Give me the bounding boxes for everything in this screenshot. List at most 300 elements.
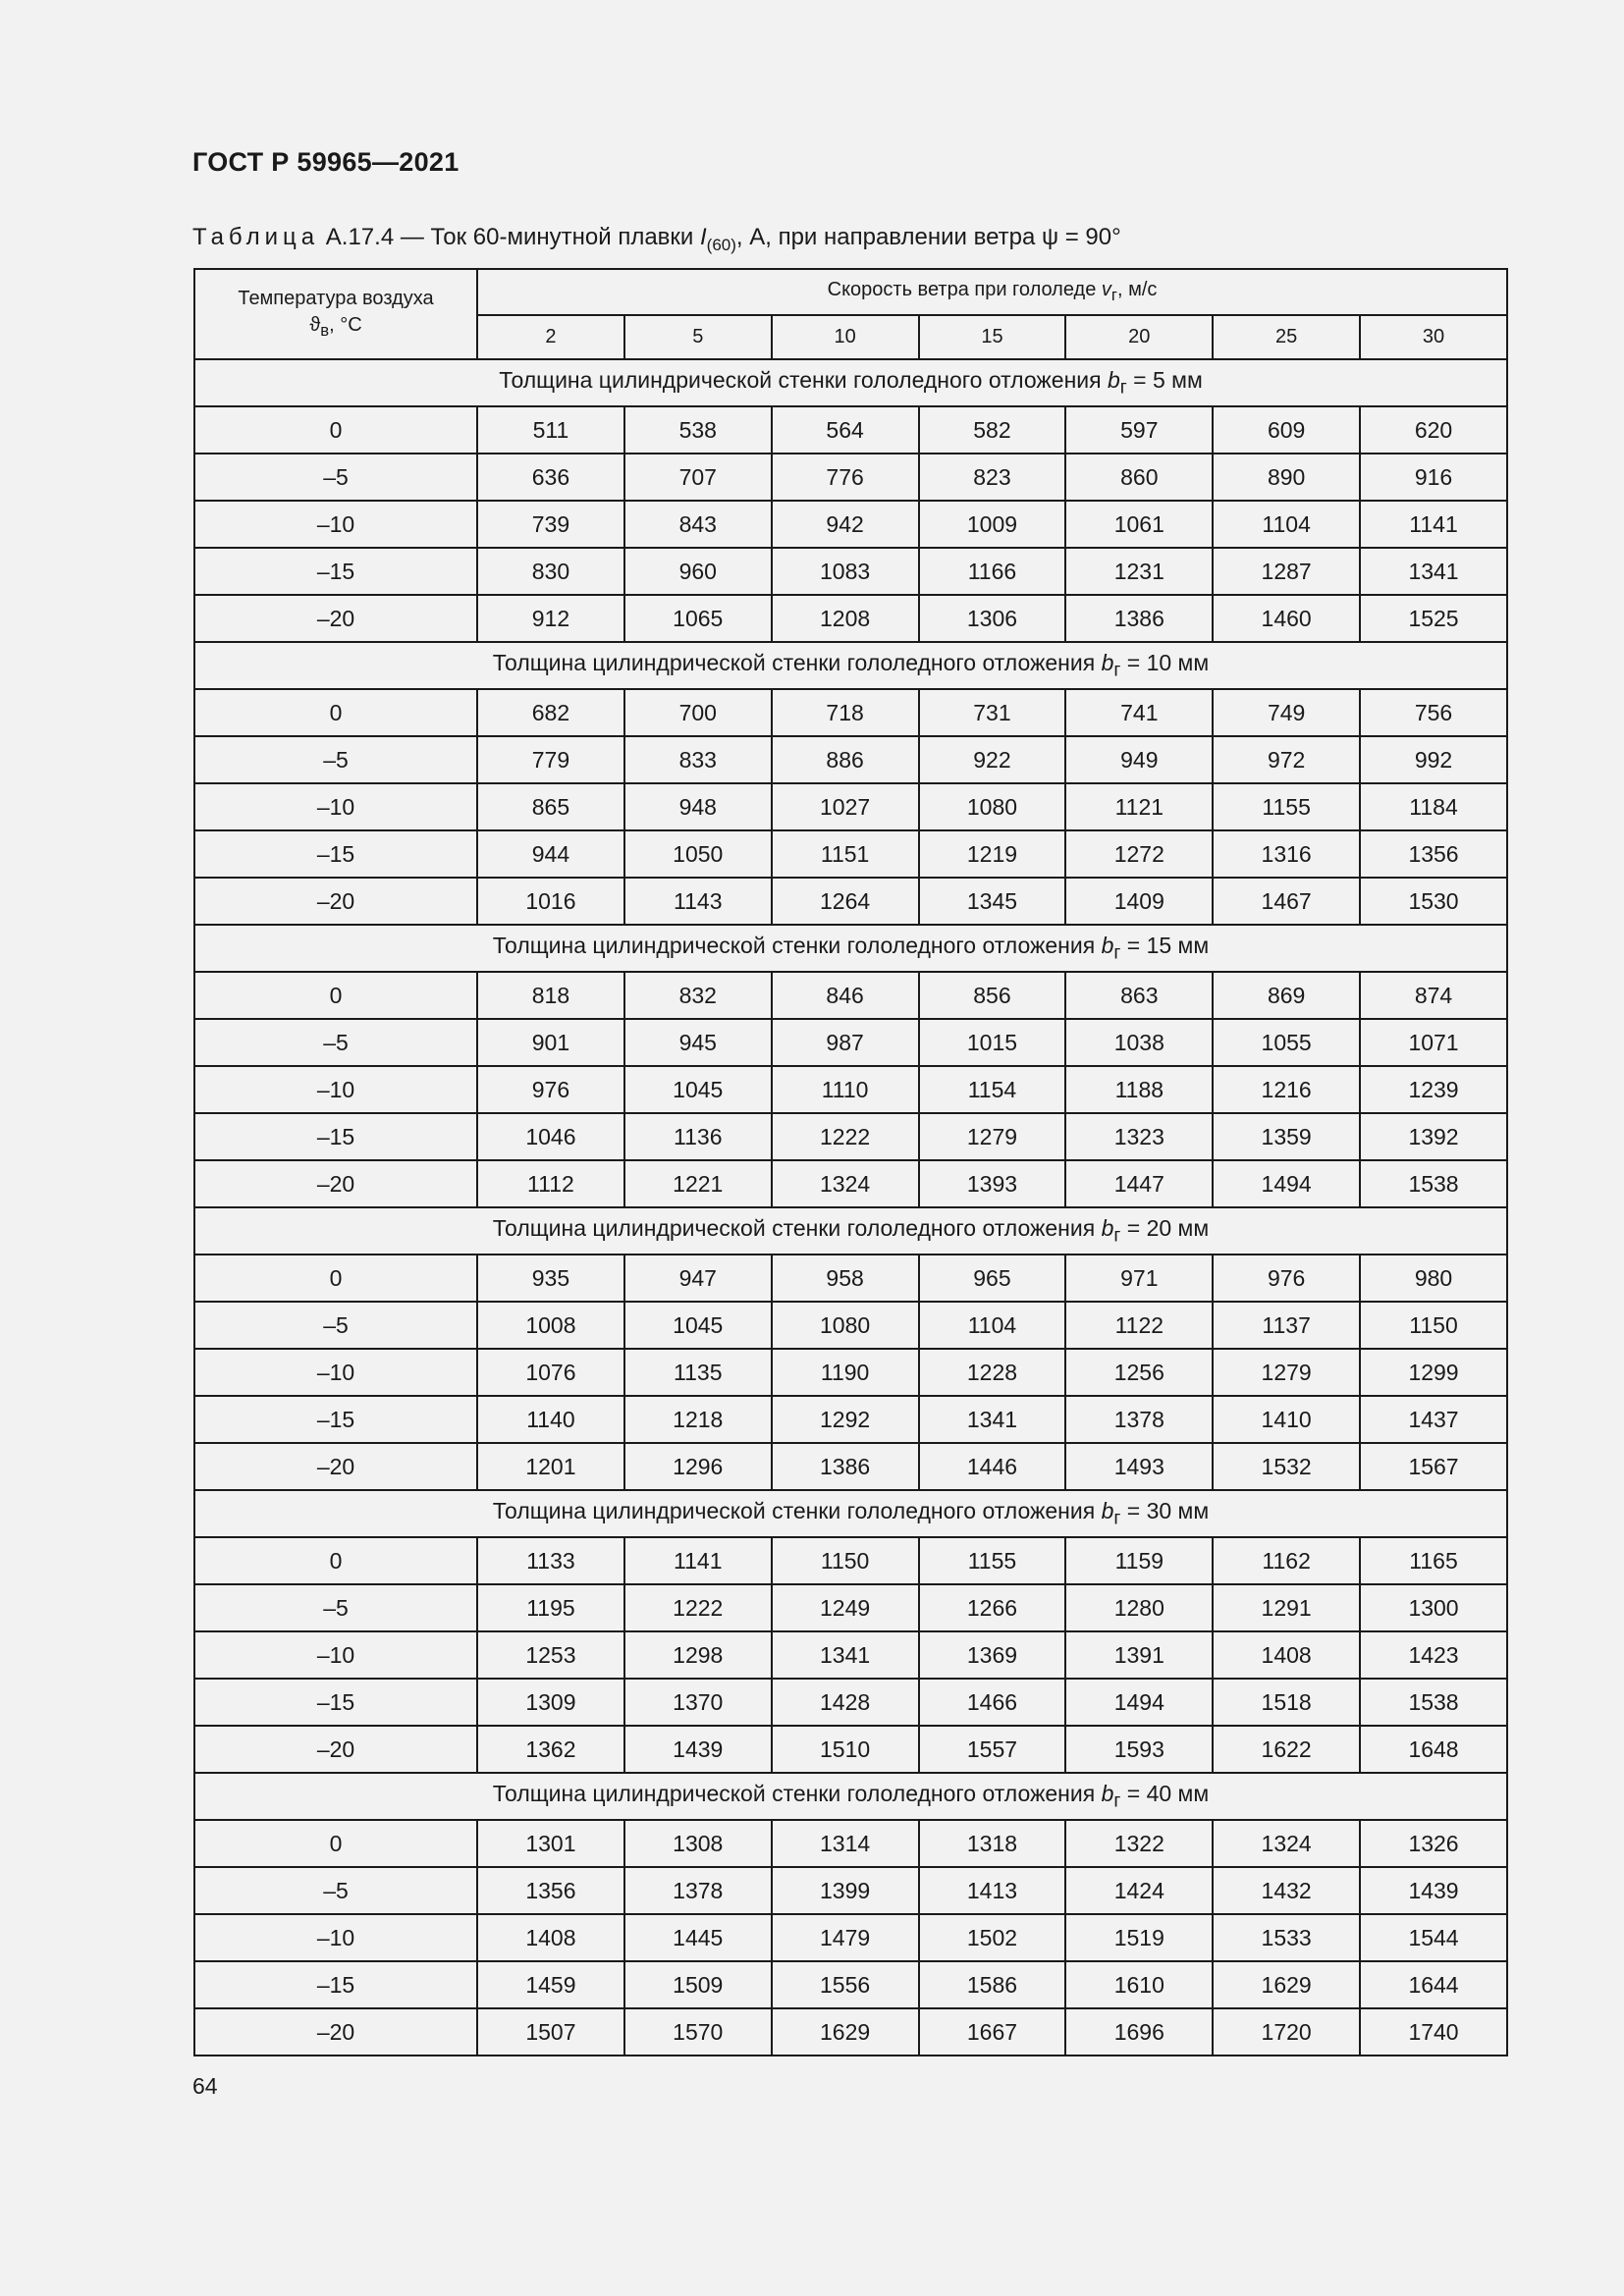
current-value-cell: 1046 — [477, 1113, 624, 1160]
current-value-cell: 1567 — [1360, 1443, 1507, 1490]
current-value-cell: 1341 — [772, 1631, 919, 1679]
temperature-header-label: Температура воздуха — [238, 287, 434, 309]
current-value-cell: 741 — [1065, 689, 1213, 736]
table-row — [194, 1396, 1507, 1443]
wind-speed-column-header: 30 — [1360, 315, 1507, 359]
current-value-cell: 1345 — [919, 878, 1066, 925]
temperature-cell: –15 — [194, 548, 477, 595]
thickness-symbol-subscript: г — [1113, 1225, 1121, 1247]
current-value-cell: 1291 — [1213, 1584, 1360, 1631]
current-value-cell: 1292 — [772, 1396, 919, 1443]
current-value-cell: 1494 — [1065, 1679, 1213, 1726]
current-value-cell: 779 — [477, 736, 624, 783]
table-row — [194, 1066, 1507, 1113]
current-value-cell: 1287 — [1213, 548, 1360, 595]
current-value-cell: 1510 — [772, 1726, 919, 1773]
current-value-cell: 1459 — [477, 1961, 624, 2008]
current-value-cell: 582 — [919, 406, 1066, 454]
current-value-cell: 976 — [477, 1066, 624, 1113]
current-value-cell: 1009 — [919, 501, 1066, 548]
current-value-cell: 1593 — [1065, 1726, 1213, 1773]
table-row — [194, 595, 1507, 642]
current-value-cell: 1038 — [1065, 1019, 1213, 1066]
table-row — [194, 1820, 1507, 1867]
current-value-cell: 942 — [772, 501, 919, 548]
current-value-cell: 707 — [624, 454, 772, 501]
current-value-cell: 1629 — [1213, 1961, 1360, 2008]
current-value-cell: 1137 — [1213, 1302, 1360, 1349]
section-row — [194, 642, 1507, 689]
current-value-cell: 1296 — [624, 1443, 772, 1490]
temperature-cell: –5 — [194, 454, 477, 501]
current-value-cell: 1188 — [1065, 1066, 1213, 1113]
current-value-cell: 1280 — [1065, 1584, 1213, 1631]
current-value-cell: 1154 — [919, 1066, 1066, 1113]
current-value-cell: 1629 — [772, 2008, 919, 2056]
thickness-symbol-subscript: г — [1113, 1508, 1121, 1529]
current-value-cell: 1264 — [772, 878, 919, 925]
current-value-cell: 1208 — [772, 595, 919, 642]
section-label: Толщина цилиндрической стенки гололедного отложения — [492, 1780, 1102, 1806]
current-value-cell: 1323 — [1065, 1113, 1213, 1160]
current-value-cell: 1015 — [919, 1019, 1066, 1066]
current-value-cell: 1696 — [1065, 2008, 1213, 2056]
thickness-symbol: b — [1101, 932, 1114, 958]
current-value-cell: 597 — [1065, 406, 1213, 454]
table-row — [194, 1113, 1507, 1160]
current-value-cell: 1423 — [1360, 1631, 1507, 1679]
wind-speed-unit: , м/с — [1116, 279, 1158, 300]
current-value-cell: 1083 — [772, 548, 919, 595]
current-value-cell: 1356 — [477, 1867, 624, 1914]
current-value-cell: 1266 — [919, 1584, 1066, 1631]
thickness-symbol: b — [1101, 1214, 1114, 1241]
table-row — [194, 1019, 1507, 1066]
current-value-cell: 1410 — [1213, 1396, 1360, 1443]
current-value-cell: 776 — [772, 454, 919, 501]
current-value-cell: 1279 — [919, 1113, 1066, 1160]
table-row — [194, 972, 1507, 1019]
current-value-cell: 1314 — [772, 1820, 919, 1867]
current-value-cell: 1104 — [919, 1302, 1066, 1349]
current-value-cell: 945 — [624, 1019, 772, 1066]
table-row — [194, 2008, 1507, 2056]
temperature-cell: –5 — [194, 1867, 477, 1914]
table-row — [194, 689, 1507, 736]
section-label: Толщина цилиндрической стенки гололедного отложения — [492, 932, 1102, 958]
current-value-cell: 1466 — [919, 1679, 1066, 1726]
current-value-cell: 1050 — [624, 830, 772, 878]
current-value-cell: 1502 — [919, 1914, 1066, 1961]
temperature-cell: –20 — [194, 1726, 477, 1773]
current-value-cell: 1133 — [477, 1537, 624, 1584]
current-value-cell: 1378 — [1065, 1396, 1213, 1443]
current-value-cell: 1493 — [1065, 1443, 1213, 1490]
current-value-cell: 1162 — [1213, 1537, 1360, 1584]
current-value-cell: 1316 — [1213, 830, 1360, 878]
section-title — [194, 1490, 1507, 1537]
current-value-cell: 1080 — [919, 783, 1066, 830]
temperature-cell: –20 — [194, 1160, 477, 1207]
thickness-value: = 5 мм — [1126, 366, 1203, 393]
current-value-cell: 1151 — [772, 830, 919, 878]
caption-text-after: , А, при направлении ветра ψ = 90° — [735, 224, 1121, 250]
table-row — [194, 1961, 1507, 2008]
caption-variable-subscript: (60) — [706, 235, 736, 254]
current-value-cell: 749 — [1213, 689, 1360, 736]
thickness-value: = 15 мм — [1120, 932, 1210, 958]
current-value-cell: 620 — [1360, 406, 1507, 454]
temperature-cell: 0 — [194, 972, 477, 1019]
wind-speed-column-header: 20 — [1065, 315, 1213, 359]
temperature-cell: 0 — [194, 1255, 477, 1302]
current-value-cell: 1460 — [1213, 595, 1360, 642]
current-value-cell: 1065 — [624, 595, 772, 642]
temperature-cell: –15 — [194, 1113, 477, 1160]
current-value-cell: 1391 — [1065, 1631, 1213, 1679]
table-body — [194, 359, 1507, 2056]
section-label: Толщина цилиндрической стенки гололедного отложения — [492, 1214, 1102, 1241]
current-value-cell: 564 — [772, 406, 919, 454]
current-value-cell: 1249 — [772, 1584, 919, 1631]
current-value-cell: 1370 — [624, 1679, 772, 1726]
current-value-cell: 960 — [624, 548, 772, 595]
current-value-cell: 1446 — [919, 1443, 1066, 1490]
temperature-cell: –5 — [194, 1302, 477, 1349]
current-value-cell: 1122 — [1065, 1302, 1213, 1349]
page-number: 64 — [192, 2073, 218, 2099]
current-value-cell: 1341 — [919, 1396, 1066, 1443]
thickness-value: = 40 мм — [1120, 1780, 1210, 1806]
current-value-cell: 1159 — [1065, 1537, 1213, 1584]
current-value-cell: 860 — [1065, 454, 1213, 501]
wind-speed-column-header: 15 — [919, 315, 1066, 359]
current-value-cell: 1272 — [1065, 830, 1213, 878]
temperature-cell: –15 — [194, 830, 477, 878]
current-value-cell: 922 — [919, 736, 1066, 783]
temperature-cell: –15 — [194, 1396, 477, 1443]
current-value-cell: 1432 — [1213, 1867, 1360, 1914]
current-value-cell: 1408 — [477, 1914, 624, 1961]
current-value-cell: 1648 — [1360, 1726, 1507, 1773]
current-value-cell: 1544 — [1360, 1914, 1507, 1961]
section-label: Толщина цилиндрической стенки гололедного отложения — [492, 649, 1102, 675]
temperature-cell: –10 — [194, 1631, 477, 1679]
current-value-cell: 718 — [772, 689, 919, 736]
current-value-cell: 1740 — [1360, 2008, 1507, 2056]
current-value-cell: 830 — [477, 548, 624, 595]
table-row — [194, 736, 1507, 783]
current-value-cell: 1121 — [1065, 783, 1213, 830]
current-value-cell: 1045 — [624, 1066, 772, 1113]
temperature-cell: –10 — [194, 1914, 477, 1961]
wind-speed-symbol: v — [1101, 279, 1111, 300]
current-value-cell: 1341 — [1360, 548, 1507, 595]
current-value-cell: 987 — [772, 1019, 919, 1066]
current-value-cell: 1228 — [919, 1349, 1066, 1396]
table-row — [194, 406, 1507, 454]
current-value-cell: 865 — [477, 783, 624, 830]
temperature-cell: –20 — [194, 2008, 477, 2056]
current-value-cell: 1218 — [624, 1396, 772, 1443]
current-value-cell: 1622 — [1213, 1726, 1360, 1773]
section-row — [194, 1207, 1507, 1255]
current-value-cell: 886 — [772, 736, 919, 783]
current-value-cell: 1195 — [477, 1584, 624, 1631]
current-value-cell: 1439 — [1360, 1867, 1507, 1914]
current-value-cell: 1556 — [772, 1961, 919, 2008]
document-header: ГОСТ Р 59965—2021 — [192, 147, 460, 177]
thickness-value: = 30 мм — [1120, 1497, 1210, 1523]
table-row — [194, 1160, 1507, 1207]
current-value-cell: 1155 — [1213, 783, 1360, 830]
current-value-cell: 1359 — [1213, 1113, 1360, 1160]
current-value-cell: 1538 — [1360, 1160, 1507, 1207]
current-value-cell: 1445 — [624, 1914, 772, 1961]
current-value-cell: 916 — [1360, 454, 1507, 501]
wind-speed-column-header: 25 — [1213, 315, 1360, 359]
wind-speed-symbol-subscript: г — [1110, 286, 1117, 304]
current-value-cell: 935 — [477, 1255, 624, 1302]
current-value-cell: 1447 — [1065, 1160, 1213, 1207]
current-value-cell: 863 — [1065, 972, 1213, 1019]
current-value-cell: 1509 — [624, 1961, 772, 2008]
temperature-header — [194, 269, 477, 359]
table-row — [194, 1443, 1507, 1490]
current-value-cell: 1080 — [772, 1302, 919, 1349]
current-value-cell: 1570 — [624, 2008, 772, 2056]
current-value-cell: 901 — [477, 1019, 624, 1066]
current-value-cell: 1140 — [477, 1396, 624, 1443]
current-value-cell: 1519 — [1065, 1914, 1213, 1961]
caption-text-before: А.17.4 — Ток 60-минутной плавки — [319, 224, 700, 250]
section-title — [194, 642, 1507, 689]
current-value-cell: 1428 — [772, 1679, 919, 1726]
section-row — [194, 925, 1507, 972]
current-value-cell: 538 — [624, 406, 772, 454]
thickness-symbol-subscript: г — [1119, 377, 1127, 399]
current-value-cell: 874 — [1360, 972, 1507, 1019]
current-value-cell: 1362 — [477, 1726, 624, 1773]
current-value-cell: 912 — [477, 595, 624, 642]
current-value-cell: 1166 — [919, 548, 1066, 595]
section-title — [194, 1207, 1507, 1255]
current-value-cell: 869 — [1213, 972, 1360, 1019]
current-value-cell: 856 — [919, 972, 1066, 1019]
current-value-cell: 511 — [477, 406, 624, 454]
current-value-cell: 1136 — [624, 1113, 772, 1160]
temperature-symbol: ϑ — [309, 313, 321, 336]
current-value-cell: 1008 — [477, 1302, 624, 1349]
current-value-cell: 1061 — [1065, 501, 1213, 548]
temperature-cell: –20 — [194, 595, 477, 642]
current-value-cell: 846 — [772, 972, 919, 1019]
current-value-cell: 1135 — [624, 1349, 772, 1396]
current-value-cell: 1356 — [1360, 830, 1507, 878]
table-caption — [192, 224, 1121, 255]
table-row — [194, 1584, 1507, 1631]
temperature-cell: –20 — [194, 1443, 477, 1490]
current-value-cell: 1141 — [624, 1537, 772, 1584]
thickness-symbol-subscript: г — [1113, 942, 1121, 964]
current-value-cell: 1216 — [1213, 1066, 1360, 1113]
current-value-cell: 832 — [624, 972, 772, 1019]
current-value-cell: 1408 — [1213, 1631, 1360, 1679]
thickness-symbol: b — [1101, 649, 1114, 675]
temperature-symbol-subscript: в — [320, 320, 330, 340]
current-value-cell: 1324 — [1213, 1820, 1360, 1867]
section-title — [194, 1773, 1507, 1820]
temperature-cell: –5 — [194, 736, 477, 783]
current-value-cell: 636 — [477, 454, 624, 501]
current-value-cell: 731 — [919, 689, 1066, 736]
temperature-cell: –10 — [194, 1066, 477, 1113]
section-row — [194, 1773, 1507, 1820]
current-value-cell: 1027 — [772, 783, 919, 830]
table-row — [194, 1255, 1507, 1302]
current-value-cell: 1644 — [1360, 1961, 1507, 2008]
temperature-cell: 0 — [194, 406, 477, 454]
current-value-cell: 1393 — [919, 1160, 1066, 1207]
current-value-cell: 1507 — [477, 2008, 624, 2056]
current-value-cell: 1071 — [1360, 1019, 1507, 1066]
wind-speed-column-header: 5 — [624, 315, 772, 359]
current-value-cell: 1222 — [772, 1113, 919, 1160]
current-value-cell: 947 — [624, 1255, 772, 1302]
table-row — [194, 548, 1507, 595]
current-value-cell: 700 — [624, 689, 772, 736]
current-table — [193, 268, 1508, 2056]
thickness-symbol-subscript: г — [1113, 1790, 1121, 1812]
current-value-cell: 1306 — [919, 595, 1066, 642]
current-value-cell: 1190 — [772, 1349, 919, 1396]
section-label: Толщина цилиндрической стенки гололедного отложения — [492, 1497, 1102, 1523]
current-value-cell: 1076 — [477, 1349, 624, 1396]
current-value-cell: 1201 — [477, 1443, 624, 1490]
current-value-cell: 1112 — [477, 1160, 624, 1207]
current-value-cell: 1424 — [1065, 1867, 1213, 1914]
current-value-cell: 609 — [1213, 406, 1360, 454]
current-value-cell: 971 — [1065, 1255, 1213, 1302]
current-value-cell: 1538 — [1360, 1679, 1507, 1726]
current-value-cell: 1437 — [1360, 1396, 1507, 1443]
section-row — [194, 1490, 1507, 1537]
current-value-cell: 1386 — [1065, 595, 1213, 642]
temperature-cell: –15 — [194, 1961, 477, 2008]
current-value-cell: 1557 — [919, 1726, 1066, 1773]
temperature-cell: –10 — [194, 501, 477, 548]
current-value-cell: 1279 — [1213, 1349, 1360, 1396]
table-row — [194, 1914, 1507, 1961]
section-row — [194, 359, 1507, 406]
temperature-cell: 0 — [194, 1537, 477, 1584]
temperature-cell: –10 — [194, 1349, 477, 1396]
table-row — [194, 878, 1507, 925]
current-value-cell: 890 — [1213, 454, 1360, 501]
current-value-cell: 1530 — [1360, 878, 1507, 925]
table-row — [194, 1679, 1507, 1726]
current-value-cell: 1110 — [772, 1066, 919, 1113]
current-value-cell: 1525 — [1360, 595, 1507, 642]
wind-speed-label: Скорость ветра при гололеде — [827, 279, 1102, 300]
current-value-cell: 976 — [1213, 1255, 1360, 1302]
table-row — [194, 1631, 1507, 1679]
table-row — [194, 501, 1507, 548]
current-value-cell: 1720 — [1213, 2008, 1360, 2056]
current-value-cell: 1378 — [624, 1867, 772, 1914]
current-value-cell: 1143 — [624, 878, 772, 925]
current-value-cell: 1222 — [624, 1584, 772, 1631]
current-value-cell: 1322 — [1065, 1820, 1213, 1867]
current-value-cell: 756 — [1360, 689, 1507, 736]
section-title — [194, 925, 1507, 972]
current-value-cell: 1239 — [1360, 1066, 1507, 1113]
current-value-cell: 1324 — [772, 1160, 919, 1207]
current-value-cell: 1184 — [1360, 783, 1507, 830]
table-row — [194, 830, 1507, 878]
current-value-cell: 1392 — [1360, 1113, 1507, 1160]
current-value-cell: 948 — [624, 783, 772, 830]
current-value-cell: 1467 — [1213, 878, 1360, 925]
section-label: Толщина цилиндрической стенки гололедного отложения — [499, 366, 1108, 393]
current-value-cell: 1518 — [1213, 1679, 1360, 1726]
wind-speed-header — [477, 269, 1507, 315]
temperature-cell: –15 — [194, 1679, 477, 1726]
current-value-cell: 1326 — [1360, 1820, 1507, 1867]
temperature-cell: –20 — [194, 878, 477, 925]
thickness-value: = 20 мм — [1120, 1214, 1210, 1241]
current-value-cell: 1413 — [919, 1867, 1066, 1914]
current-value-cell: 1494 — [1213, 1160, 1360, 1207]
current-value-cell: 1439 — [624, 1726, 772, 1773]
current-value-cell: 1610 — [1065, 1961, 1213, 2008]
current-value-cell: 1150 — [1360, 1302, 1507, 1349]
section-title — [194, 359, 1507, 406]
current-value-cell: 833 — [624, 736, 772, 783]
current-value-cell: 1055 — [1213, 1019, 1360, 1066]
wind-speed-column-header: 10 — [772, 315, 919, 359]
table-row — [194, 1726, 1507, 1773]
table-row — [194, 1867, 1507, 1914]
current-value-cell: 1231 — [1065, 548, 1213, 595]
caption-variable: I — [700, 224, 707, 250]
table-row — [194, 1302, 1507, 1349]
current-value-cell: 1104 — [1213, 501, 1360, 548]
caption-prefix: Таблица — [192, 224, 320, 250]
current-value-cell: 1155 — [919, 1537, 1066, 1584]
table-row — [194, 454, 1507, 501]
current-value-cell: 1386 — [772, 1443, 919, 1490]
current-value-cell: 949 — [1065, 736, 1213, 783]
thickness-symbol-subscript: г — [1113, 660, 1121, 681]
current-value-cell: 992 — [1360, 736, 1507, 783]
current-value-cell: 980 — [1360, 1255, 1507, 1302]
current-value-cell: 1016 — [477, 878, 624, 925]
current-value-cell: 1667 — [919, 2008, 1066, 2056]
current-value-cell: 1532 — [1213, 1443, 1360, 1490]
current-value-cell: 1299 — [1360, 1349, 1507, 1396]
current-value-cell: 1409 — [1065, 878, 1213, 925]
current-value-cell: 1298 — [624, 1631, 772, 1679]
current-value-cell: 1253 — [477, 1631, 624, 1679]
current-value-cell: 1165 — [1360, 1537, 1507, 1584]
current-value-cell: 1479 — [772, 1914, 919, 1961]
current-value-cell: 843 — [624, 501, 772, 548]
current-value-cell: 823 — [919, 454, 1066, 501]
temperature-cell: 0 — [194, 1820, 477, 1867]
table-row — [194, 1349, 1507, 1396]
thickness-symbol: b — [1101, 1780, 1114, 1806]
